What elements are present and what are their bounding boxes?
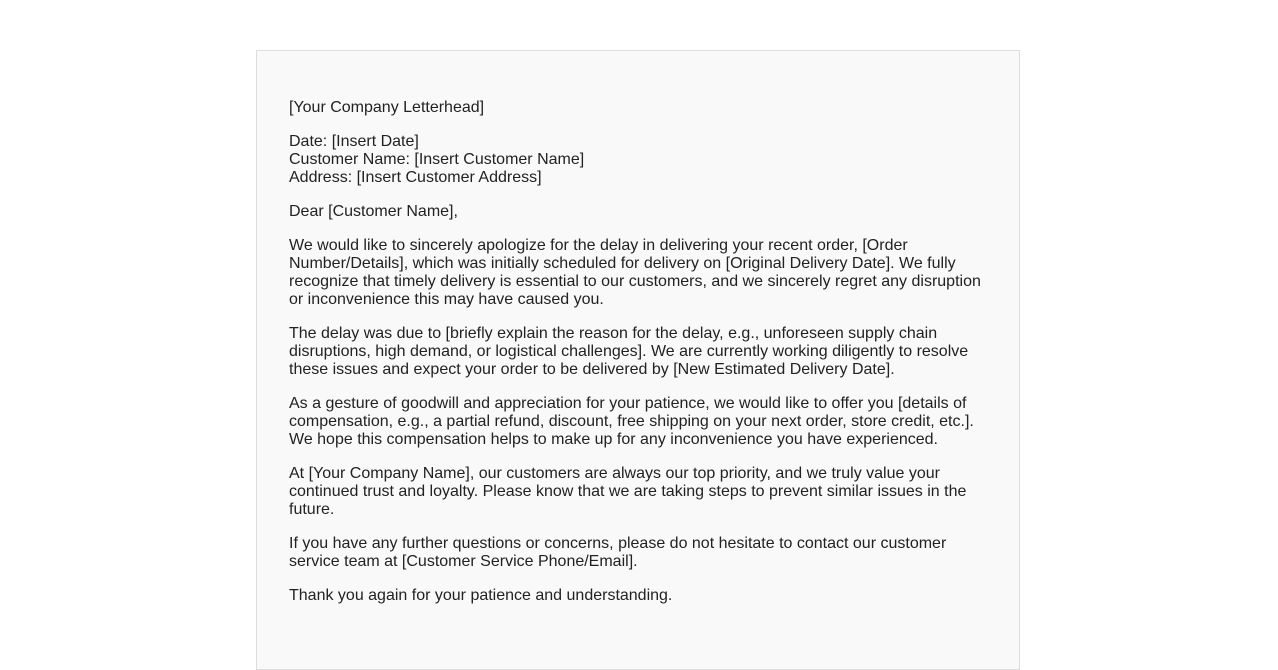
recipient-block [289, 133, 989, 187]
customer-name: Customer Name: [Insert Customer Name] [289, 151, 585, 168]
letter-date: Date: [Insert Date] [289, 133, 419, 150]
letter-body [289, 99, 989, 621]
paragraph-closing: Thank you again for your patience and understanding. [289, 587, 673, 604]
paragraph-commitment: At [Your Company Name], our customers are always our top priority, and we truly value your continued trust and loyalty. Please know that we are taking steps to prevent similar issues in the future. [289, 465, 967, 518]
paragraph-reason: The delay was due to [briefly explain the reason for the delay, e.g., unforeseen supply chain disruptions, high demand, or logistical challenges]. We are currently working diligently to resolve these issues and expect your order to be delivered by [New Estimated Delivery Date]. [289, 325, 969, 378]
letter-page [256, 50, 1020, 670]
salutation: Dear [Customer Name], [289, 203, 458, 220]
customer-address: Address: [Insert Customer Address] [289, 169, 542, 186]
paragraph-contact: If you have any further questions or concerns, please do not hesitate to contact our customer service team at [Customer Service Phone/Email]. [289, 535, 947, 570]
paragraph-apology: We would like to sincerely apologize for the delay in delivering your recent order, [Order Number/Details], which was initially scheduled for delivery on [Original Delivery Date]. We fully recognize that timely delivery is essential to our customers, and we sincerely regret any disruption or inconvenience this may have caused you. [289, 237, 981, 308]
letterhead: [Your Company Letterhead] [289, 99, 485, 116]
paragraph-compensation: As a gesture of goodwill and appreciation for your patience, we would like to offer you [details of compensation, e.g., a partial refund, discount, free shipping on your next order, store credit, etc.]. We hope this compensation helps to make up for any inconvenience you have experienced. [289, 395, 974, 448]
